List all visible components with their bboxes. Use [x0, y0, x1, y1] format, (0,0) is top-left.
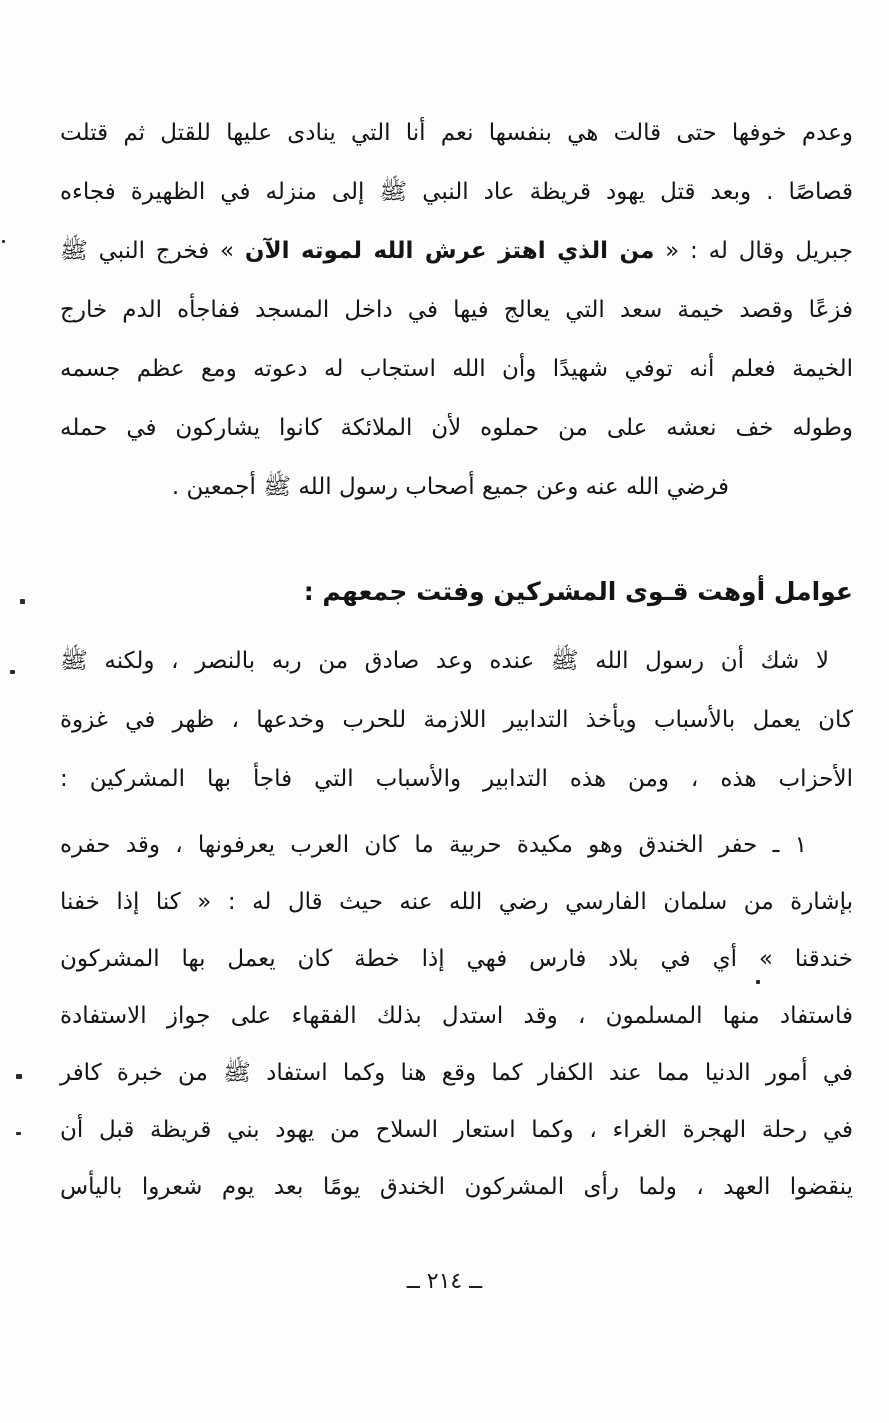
scan-artifact-dot	[16, 1132, 21, 1135]
scan-artifact-dot	[10, 670, 15, 674]
scan-artifact-dot	[20, 599, 25, 604]
text-segment: جبريل وقال له : «	[654, 238, 853, 264]
text-line: الخيمة فعلم أنه توفي شهيدًا وأن الله استجاب له دعوته ومع عظم جسمه	[60, 356, 853, 382]
paragraph-1	[60, 104, 853, 517]
text-line: فزعًا وقصد خيمة سعد التي يعالج فيها في داخل المسجد ففاجأه الدم خارج	[60, 297, 853, 323]
text-line: بإشارة من سلمان الفارسي رضي الله عنه حيث قال له : « كنا إذا خفنا	[60, 889, 853, 915]
text-line: قصاصًا . وبعد قتل يهود قريظة عاد النبي ﷺ إلى منزله في الظهيرة فجاءه	[60, 179, 853, 205]
text-segment: » فخرج النبي ﷺ	[60, 238, 245, 264]
list-item-first-line: ١ ـ حفر الخندق وهو مكيدة حربية ما كان العرب يعرفونها ، وقد حفره	[60, 832, 807, 858]
scan-artifact-dot	[16, 1074, 22, 1079]
text-block	[60, 104, 853, 1216]
section-heading: عوامل أوهت قـوى المشركين وفتت جمعهم :	[303, 577, 853, 606]
text-line: لا شك أن رسول الله ﷺ عنده وعد صادق من ربه بالنصر ، ولكنه ﷺ	[60, 648, 829, 674]
page-number: ــ ٢١٤ ــ	[406, 1269, 483, 1294]
text-line: ينقضوا العهد ، ولما رأى المشركون الخندق يومًا بعد يوم شعروا باليأس	[60, 1174, 853, 1200]
text-line: في أمور الدنيا مما عند الكفار كما وقع هنا وكما استفاد ﷺ من خبرة كافر	[60, 1060, 853, 1086]
scan-artifact-dot	[756, 980, 760, 984]
text-line: فرضي الله عنه وعن جميع أصحاب رسول الله ﷺ أجمعين .	[171, 474, 729, 500]
list-item-1	[60, 817, 853, 1216]
text-line: وطوله خف نعشه على من حملوه لأن الملائكة كانوا يشاركون في حمله	[60, 415, 853, 441]
text-line: في رحلة الهجرة الغراء ، وكما استعار السلاح من يهود بني قريظة قبل أن	[60, 1117, 853, 1143]
text-line: كان يعمل بالأسباب ويأخذ التدابير اللازمة للحرب وخدعها ، ظهر في غزوة	[60, 707, 853, 733]
text-line: الأحزاب هذه ، ومن هذه التدابير والأسباب التي فاجأ بها المشركين :	[60, 766, 853, 792]
text-line: خندقنا » أي في بلاد فارس فهي إذا خطة كان يعمل بها المشركون	[60, 946, 853, 972]
text-line: فاستفاد منها المسلمون ، وقد استدل بذلك الفقهاء على جواز الاستفادة	[60, 1003, 853, 1029]
paragraph-2	[60, 632, 853, 809]
scan-artifact-dot	[2, 240, 5, 243]
text-line	[60, 222, 853, 281]
text-line: وعدم خوفها حتى قالت هي بنفسها نعم أنا التي ينادى عليها للقتل ثم قتلت	[60, 120, 853, 146]
bold-quote: من الذي اهتز عرش الله لموته الآن	[244, 238, 655, 264]
